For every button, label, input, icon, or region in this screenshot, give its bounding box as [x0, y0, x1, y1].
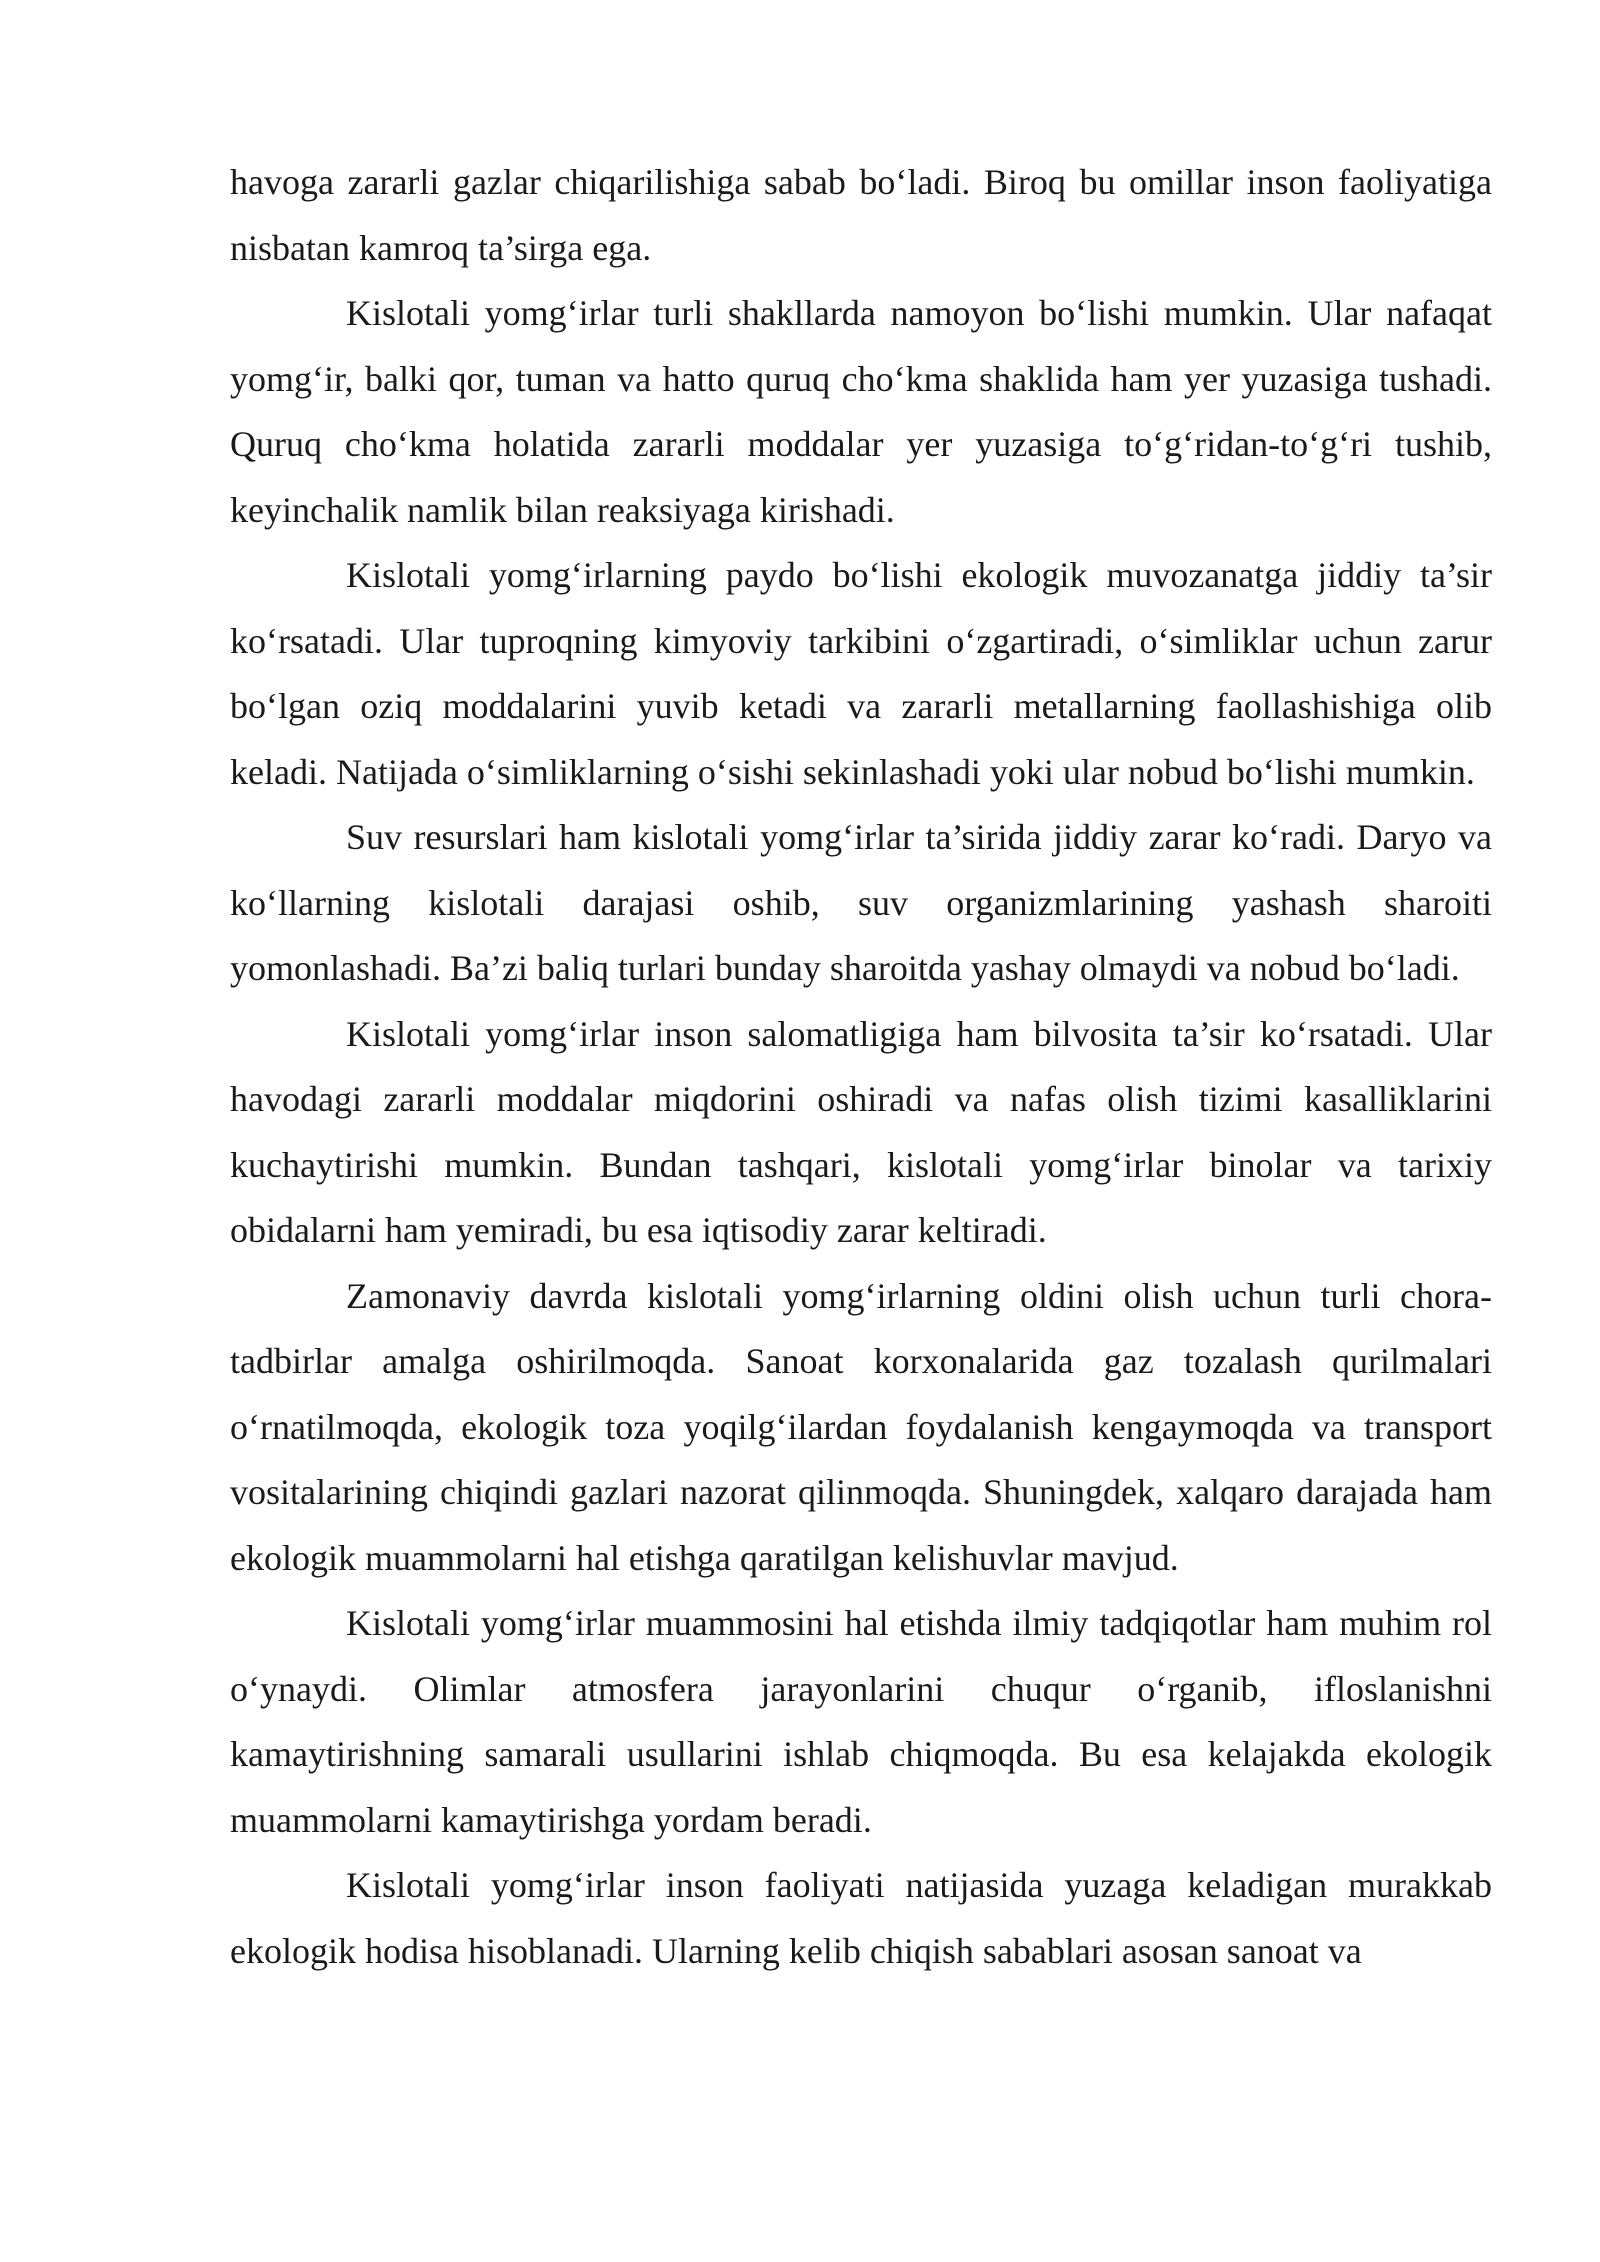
paragraph-forms-of-acid-rain: Kislotali yomg‘irlar turli shakllarda namoyon bo‘lishi mumkin. Ular nafaqat yomg‘ir, balki qor, tuman va hatto quruq cho‘kma shaklida ham yer yuzasiga tushadi. Quruq cho‘kma holatida zararli moddalar yer yuzasiga to‘g‘ridan-to‘g‘ri tushib, keyinchalik namlik bilan reaksiyaga kirishadi. — [230, 293, 1492, 530]
paragraph-conclusion: Kislotali yomg‘irlar inson faoliyati natijasida yuzaga keladigan murakkab ekologik hodisa hisoblanadi. Ularning kelib chiqish sabablari asosan sanoat va — [230, 1865, 1492, 1971]
paragraph-water-resources: Suv resurslari ham kislotali yomg‘irlar ta’sirida jiddiy zarar ko‘radi. Daryo va ko‘llarning kislotali darajasi oshib, suv organizmlarining yashash sharoiti yomonlashadi. Ba’zi baliq turlari bunday sharoitda yashay olmaydi va nobud bo‘ladi. — [230, 817, 1492, 988]
paragraph-human-health: Kislotali yomg‘irlar inson salomatligiga ham bilvosita ta’sir ko‘rsatadi. Ular havodagi zararli moddalar miqdorini oshiradi va nafas olish tizimi kasalliklarini kuchaytirishi mumkin. Bundan tashqari, kislotali yomg‘irlar binolar va tarixiy obidalarni ham yemiradi, bu esa iqtisodiy zarar keltiradi. — [230, 1013, 1492, 1250]
paragraph-ecological-balance: Kislotali yomg‘irlarning paydo bo‘lishi ekologik muvozanatga jiddiy ta’sir ko‘rsatadi. Ular tuproqning kimyoviy tarkibini o‘zgartiradi, o‘simliklar uchun zarur bo‘lgan oziq moddalarini yuvib ketadi va zararli metallarning faollashishiga olib keladi. Natijada o‘simliklarning o‘sishi sekinlashadi yoki ular nobud bo‘lishi mumkin. — [230, 555, 1492, 792]
paragraph-scientific-research: Kislotali yomg‘irlar muammosini hal etishda ilmiy tadqiqotlar ham muhim rol o‘ynaydi. Olimlar atmosfera jarayonlarini chuqur o‘rganib, ifloslanishni kamaytirishning samarali usullarini ishlab chiqmoqda. Bu esa kelajakda ekologik muammolarni kamaytirishga yordam beradi. — [230, 1603, 1492, 1840]
paragraph-continuation: havoga zararli gazlar chiqarilishiga sabab bo‘ladi. Biroq bu omillar inson faoliyatiga nisbatan kamroq ta’sirga ega. — [230, 162, 1492, 268]
document-page — [230, 150, 1492, 1984]
paragraph-prevention-measures: Zamonaviy davrda kislotali yomg‘irlarning oldini olish uchun turli chora-tadbirlar amalga oshirilmoqda. Sanoat korxonalarida gaz tozalash qurilmalari o‘rnatilmoqda, ekologik toza yoqilg‘ilardan foydalanish kengaymoqda va transport vositalarining chiqindi gazlari nazorat qilinmoqda. Shuningdek, xalqaro darajada ham ekologik muammolarni hal etishga qaratilgan kelishuvlar mavjud. — [230, 1275, 1492, 1578]
